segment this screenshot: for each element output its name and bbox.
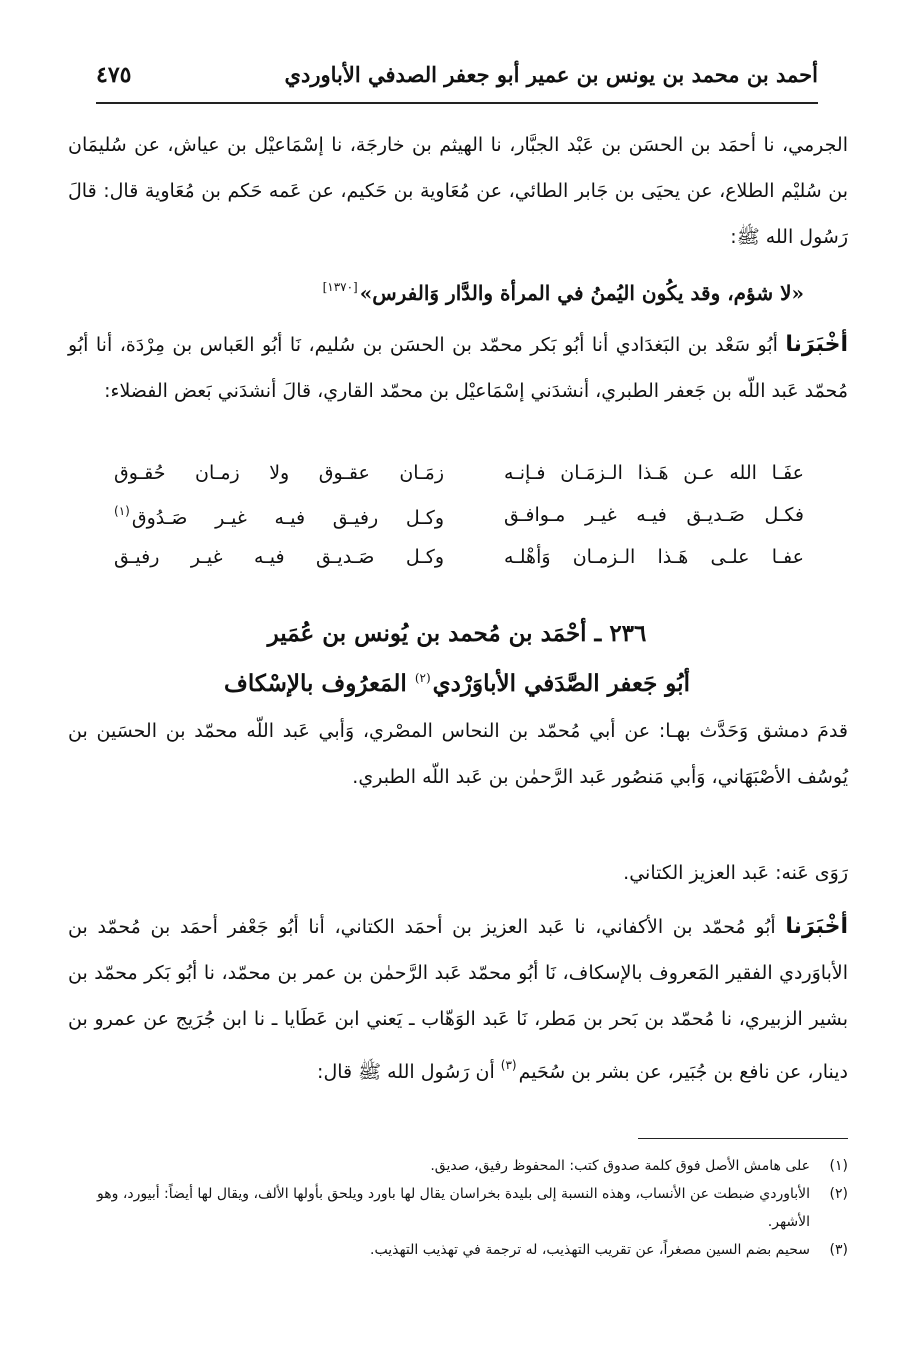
header-rule [96,102,818,104]
page-header [96,58,818,98]
footnote [68,1236,848,1264]
verse-first-hemistich: فكـل صَـديـق فيـه غيـر مـوافـق [504,504,804,526]
paragraph-isnad-2 [68,322,848,414]
akhbarana-lead: أخْبَرَنا [785,332,848,357]
entry-heading-line-1: ٢٣٦ ـ أحْمَد بن مُحمد بن يُونس بن عُمَير [267,620,647,647]
paragraph-text: رَوَى عَنه: عَبد العزيز الكتاني. [623,862,848,884]
footnote-number: (١) [829,1158,848,1174]
verse-second-hemistich [114,504,444,529]
paragraph-text: أبُو مُحمّد بن الأكفاني، نا عَبد العزيز بن أحمَد الكتاني، أنا أبُو جَعْفر أحمَد بن مُحمّد بن الأباوَردي الفقير المَعروف بالإسكاف، نَا أبُو محمّد عَبد الرَّحمٰن بن عمر بن محمّد، نا أبُو بَكر محمّد بن بشير الزبيري، نا مُحمّد بن بَحر بن مَطر، نَا عَبد الوَهّاب ـ يَعني ابن عَطَايا ـ نا ابن جُرَيج عن عمرو بن دينار، عن نافع بن جُبَير، عن بشر بن سُحَيم [68,916,848,1083]
hadith-quote: «لا شؤم، وقد يكُون اليُمنُ في المرأة والدَّار وَالفرس» [359,281,804,305]
footnote-separator [638,1138,848,1139]
akhbarana-lead: أخْبَرَنا [785,914,849,939]
paragraph-rawa-anhu [68,850,848,896]
entry-kunya: أبُو جَعفر الصَّدَفي الأباوَرْدي [432,670,690,697]
verse-text: وكـل رفيـق فيـه غيـر صَـدُوق [131,507,444,529]
hadith-text [323,264,804,316]
verse-second-hemistich: وكـل صَـديـق فيـه غيـر رفيـق [114,546,444,568]
footnote [68,1180,848,1236]
verse-second-hemistich: زمَـان عقـوق ولا زمـان حُقـوق [114,462,444,484]
paragraph-text: قدمَ دمشق وَحَدَّث بهـا: عن أبي مُحمّد بن النحاس المصْري، وَأبي عَبد اللّه محمّد بن الحسَين بن يُوسُف الأصْبَهَاني، وَأبي مَنصُور عَبد الرَّحمٰن بن عَبد اللّه الطبري. [68,720,848,788]
footnote-text: على هامش الأصل فوق كلمة صدوق كتب: المحفوظ رفيق، صديق. [430,1158,810,1174]
footnote-number: (٣) [829,1242,848,1258]
poem [114,462,804,588]
entry-heading [96,612,818,706]
entry-heading-line-2 [96,656,818,706]
footnote-number: (٢) [829,1186,848,1202]
paragraph-biography [68,708,848,800]
paragraph-isnad-3 [68,904,848,1095]
hadith-number: [١٣٧٠] [322,280,358,294]
running-title: أحمد بن محمد بن يونس بن عمير أبو جعفر الصدفي الأباوردي [284,62,818,87]
verse-first-hemistich: عفَـا الله عـن هَـذا الـزمَـان فـإنـه [504,462,804,484]
paragraph-text: أبُو سَعْد بن البَغدَادي أنا أبُو بَكر محمّد بن الحسَن بن سُليم، نَا أبُو العَباس بن مِرْدَة، أنا أبُو مُحمّد عَبد اللّه بن جَعفر الطبري، أنشدَني إسْمَاعيْل بن محمّد القاري، قالَ أنشدَني بَعض الفضلاء: [68,334,848,402]
page-number: ٤٧٥ [96,62,132,88]
footnote [68,1152,848,1180]
poem-verse [114,546,804,588]
footnote-marker: (٣) [500,1058,517,1072]
poem-verse [114,504,804,546]
paragraph-text-tail: أن رَسُول الله ﷺ قال: [317,1061,495,1083]
footnote-text: سحيم بضم السين مصغراً، عن تقريب التهذيب، له ترجمة في تهذيب التهذيب. [370,1242,810,1258]
footnote-marker: (٢) [414,671,431,685]
verse-first-hemistich: عفـا علـى هَـذا الـزمـان وَأهْلـه [504,546,804,568]
entry-laqab: المَعرُوف بالإسْكاف [224,670,407,697]
footnotes [68,1152,848,1264]
paragraph-isnad-1 [68,122,848,260]
footnote-marker: (١) [114,504,130,518]
paragraph-text: الجرمي، نا أحمَد بن الحسَن بن عَبْد الجبَّار، نا الهيثم بن خارجَة، نا إسْمَاعيْل بن عياش، عن سُليمَان بن سُليْم الطلاع، عن يحيَى بن جَابر الطائي، عن مُعَاوية بن حَكيم، عن عَمه حَكم بن مُعَاوية قال: قالَ رَسُول الله ﷺ: [68,134,848,248]
poem-verse [114,462,804,504]
footnote-text: الأباوردي ضبطت عن الأنساب، وهذه النسبة إلى بليدة بخراسان يقال لها باورد ويلحق بأولها الألف، ويقال لها أيضاً: أبيورد، وهو الأشهر. [97,1186,810,1230]
